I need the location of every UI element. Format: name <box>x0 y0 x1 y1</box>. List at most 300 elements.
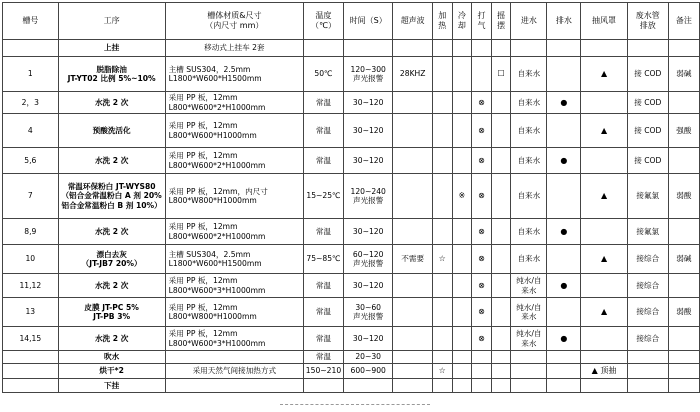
temp-cell <box>304 57 344 92</box>
header-text: 打 <box>477 11 486 20</box>
table-row <box>3 379 700 393</box>
cell-text: ● <box>560 155 568 165</box>
header-waste-discharge <box>627 3 668 40</box>
cell-text: 13 <box>25 307 36 317</box>
cell-text: 皮膜 JT-PC 5% <box>84 302 139 312</box>
waste-cell <box>627 327 668 351</box>
material-cell <box>165 327 303 351</box>
drain-cell <box>547 364 581 379</box>
material-cell <box>165 298 303 327</box>
cell-text: 脱脂除油 <box>96 64 127 74</box>
header-text: 加 <box>438 11 447 20</box>
heating-cell <box>432 114 452 148</box>
aeration-cell <box>472 298 492 327</box>
heating-cell <box>432 245 452 274</box>
cooling-cell <box>452 114 472 148</box>
drain-cell <box>547 245 581 274</box>
cell-text: 接综合 <box>636 333 660 343</box>
cell-text: 常温 <box>315 333 332 343</box>
aeration-cell <box>472 364 492 379</box>
cell-text: L800*W600*2*H1000mm <box>168 160 266 170</box>
cell-text: 采用 PP 板，12mm <box>168 93 238 103</box>
swing-cell <box>491 114 511 148</box>
heating-cell <box>432 274 452 298</box>
cooling-cell <box>452 92 472 114</box>
cooling-cell <box>452 379 472 393</box>
cell-text: 30~120 <box>352 125 384 135</box>
cell-text: 上挂 <box>104 43 120 53</box>
header-text: 槽体材质&尺寸 <box>207 11 262 20</box>
cell-text: 2，3 <box>21 97 39 107</box>
ultrasonic-cell <box>393 40 433 57</box>
material-cell <box>165 351 303 364</box>
cell-text: 来水 <box>521 338 537 348</box>
time-cell <box>343 148 393 174</box>
temp-cell <box>304 92 344 114</box>
tank-no-cell <box>3 298 59 327</box>
header-text: 却 <box>457 21 466 30</box>
cell-text: ☆ <box>438 366 446 375</box>
table-row <box>3 219 700 245</box>
swing-cell <box>491 174 511 219</box>
water-in-cell <box>511 298 547 327</box>
table-row <box>3 92 700 114</box>
cell-text: 自来水 <box>517 254 541 264</box>
header-drain <box>547 3 581 40</box>
process-cell <box>58 274 165 298</box>
temp-cell <box>304 327 344 351</box>
temp-cell <box>304 298 344 327</box>
remark-cell <box>668 219 699 245</box>
cell-text: 1 <box>27 69 33 79</box>
aeration-cell <box>472 379 492 393</box>
waste-cell <box>627 364 668 379</box>
cell-text: ▲ 顶抽 <box>591 366 617 375</box>
waste-cell <box>627 351 668 364</box>
tank-no-cell <box>3 40 59 57</box>
tank-no-cell <box>3 174 59 219</box>
time-cell <box>343 245 393 274</box>
waste-cell <box>627 40 668 57</box>
heating-cell <box>432 219 452 245</box>
cell-text: 漂白去灰 <box>96 249 127 259</box>
aeration-cell <box>472 351 492 364</box>
cell-text: 水洗 2 次 <box>94 333 129 343</box>
time-cell <box>343 327 393 351</box>
aeration-cell <box>472 274 492 298</box>
remark-cell <box>668 379 699 393</box>
tank-no-cell <box>3 245 59 274</box>
ultrasonic-cell <box>393 379 433 393</box>
water-in-cell <box>511 245 547 274</box>
cooling-cell <box>452 274 472 298</box>
header-text: 废水管 <box>635 11 660 20</box>
time-cell <box>343 174 393 219</box>
time-cell <box>343 379 393 393</box>
cell-text: 30~60 <box>355 302 382 312</box>
temp-cell <box>304 219 344 245</box>
temp-cell <box>304 174 344 219</box>
aeration-cell <box>472 148 492 174</box>
cell-text: 纯水/自 <box>516 329 542 339</box>
cell-text: 声光报警 <box>353 74 384 83</box>
temp-cell <box>304 379 344 393</box>
cell-text: 纯水/自 <box>516 302 542 312</box>
tank-no-cell <box>3 364 59 379</box>
cell-text: 采用 PP 板，12mm <box>168 222 238 232</box>
cell-text: 600~900 <box>350 366 386 376</box>
ultrasonic-cell <box>393 219 433 245</box>
water-in-cell <box>511 148 547 174</box>
water-in-cell <box>511 174 547 219</box>
swing-cell <box>491 379 511 393</box>
cooling-cell <box>452 40 472 57</box>
process-cell <box>58 40 165 57</box>
cell-text: ● <box>560 226 568 236</box>
cell-text: 50℃ <box>314 69 333 79</box>
waste-cell <box>627 57 668 92</box>
time-cell <box>343 351 393 364</box>
material-cell <box>165 364 303 379</box>
cooling-cell <box>452 219 472 245</box>
cell-text: 常温 <box>315 307 332 317</box>
cell-text: 来水 <box>521 285 537 295</box>
process-cell <box>58 219 165 245</box>
drain-cell <box>547 92 581 114</box>
cell-text: 自来水 <box>517 97 541 107</box>
cell-text: （JT-JB7 20%） <box>81 259 142 268</box>
header-process <box>58 3 165 40</box>
cell-text: ● <box>560 280 568 290</box>
cell-text: 下挂 <box>104 380 120 390</box>
aeration-cell <box>472 57 492 92</box>
heating-cell <box>432 351 452 364</box>
ultrasonic-cell <box>393 92 433 114</box>
cell-text: ● <box>560 333 568 343</box>
tank-no-cell <box>3 148 59 174</box>
cell-text: ▲ <box>600 191 608 200</box>
cell-text: 强酸 <box>676 125 692 135</box>
cell-text: 预酸洗活化 <box>92 125 131 135</box>
waste-cell <box>627 148 668 174</box>
drain-cell <box>547 114 581 148</box>
waste-cell <box>627 274 668 298</box>
cell-text: L800*W600*3*H1000mm <box>168 285 266 295</box>
header-heating <box>432 3 452 40</box>
cell-text: 自来水 <box>517 155 541 165</box>
cell-text: 接综合 <box>636 307 660 317</box>
header-aeration <box>472 3 492 40</box>
remark-cell <box>668 57 699 92</box>
fan-hood-cell <box>581 364 627 379</box>
cell-text: 声光报警 <box>353 196 384 205</box>
time-cell <box>343 57 393 92</box>
header-time <box>343 3 393 40</box>
cell-text: 铝合金常温粉白 B 剂 10%） <box>61 200 162 210</box>
cell-text: 吹水 <box>104 352 120 362</box>
tank-no-cell <box>3 219 59 245</box>
cell-text: 自来水 <box>517 69 541 79</box>
cell-text: 20~30 <box>355 352 382 362</box>
water-in-cell <box>511 379 547 393</box>
material-cell <box>165 274 303 298</box>
swing-cell <box>491 148 511 174</box>
fan-hood-cell <box>581 245 627 274</box>
cell-text: L800*W600*2*H1000mm <box>168 231 266 241</box>
swing-cell <box>491 245 511 274</box>
cell-text: （铝合金常温粉白 A 剂 20% <box>61 191 162 201</box>
cell-text: 14,15 <box>19 333 42 343</box>
ultrasonic-cell <box>393 148 433 174</box>
cell-text: 接氟氯 <box>636 226 660 236</box>
water-in-cell <box>511 364 547 379</box>
cell-text: L800*W800*H1000mm <box>168 196 257 205</box>
cell-text: ⊗ <box>478 125 485 135</box>
cell-text: 常温 <box>315 226 332 236</box>
ultrasonic-cell <box>393 114 433 148</box>
cell-text: L800*W600*2*H1000mm <box>168 102 266 112</box>
remark-cell <box>668 274 699 298</box>
cell-text: 30~120 <box>352 333 384 343</box>
temp-cell <box>304 114 344 148</box>
table-row <box>3 40 700 57</box>
swing-cell <box>491 364 511 379</box>
cell-text: 自来水 <box>517 125 541 135</box>
cell-text: 来水 <box>521 312 537 321</box>
cell-text: 120~240 <box>350 186 386 196</box>
cell-text: 常温环保粉白 JT-WYS80 <box>67 181 156 191</box>
process-cell <box>58 57 165 92</box>
remark-cell <box>668 92 699 114</box>
cell-text: 采用天然气间接加热方式 <box>192 366 277 376</box>
cell-text: 主槽 SUS304，2.5mm <box>168 64 251 74</box>
cell-text: L800*W600*H1000mm <box>168 130 257 140</box>
remark-cell <box>668 327 699 351</box>
time-cell <box>343 219 393 245</box>
cell-text: 150~210 <box>305 366 342 376</box>
cell-text: 5,6 <box>24 155 37 165</box>
ultrasonic-cell <box>393 298 433 327</box>
cell-text: ⊗ <box>478 155 485 165</box>
material-cell <box>165 114 303 148</box>
time-cell <box>343 40 393 57</box>
cell-text: 采用 PP 板，12mm <box>168 329 238 339</box>
drain-cell <box>547 351 581 364</box>
cell-text: 常温 <box>315 280 332 290</box>
table-row <box>3 327 700 351</box>
waste-cell <box>627 174 668 219</box>
process-table <box>2 2 700 393</box>
water-in-cell <box>511 92 547 114</box>
table-row <box>3 148 700 174</box>
cell-text: 不需要 <box>401 254 425 264</box>
cell-text: JT-PB 3% <box>93 312 131 321</box>
header-text: 气 <box>477 21 486 30</box>
cell-text: 30~120 <box>352 280 384 290</box>
header-text: 备注 <box>675 16 692 25</box>
cell-text: 接 COD <box>634 125 662 135</box>
swing-cell <box>491 351 511 364</box>
aeration-cell <box>472 219 492 245</box>
tank-no-cell <box>3 274 59 298</box>
heating-cell <box>432 174 452 219</box>
heating-cell <box>432 327 452 351</box>
ultrasonic-cell <box>393 174 433 219</box>
header-fan-hood <box>581 3 627 40</box>
material-cell <box>165 57 303 92</box>
header-text: 槽号 <box>22 16 39 25</box>
cell-text: 弱酸 <box>676 191 692 201</box>
tank-no-cell <box>3 327 59 351</box>
waste-cell <box>627 298 668 327</box>
cell-text: 弱碱 <box>676 69 692 79</box>
header-water-in <box>511 3 547 40</box>
header-swing <box>491 3 511 40</box>
cooling-cell <box>452 245 472 274</box>
remark-cell <box>668 114 699 148</box>
aeration-cell <box>472 92 492 114</box>
header-remark <box>668 3 699 40</box>
material-cell <box>165 174 303 219</box>
cell-text: 120~300 <box>350 64 386 74</box>
remark-cell <box>668 351 699 364</box>
process-cell <box>58 92 165 114</box>
fan-hood-cell <box>581 274 627 298</box>
drain-cell <box>547 327 581 351</box>
header-text: 超声波 <box>400 16 425 25</box>
cell-text: L800*W800*H1000mm <box>168 312 257 321</box>
aeration-cell <box>472 114 492 148</box>
swing-cell <box>491 298 511 327</box>
time-cell <box>343 274 393 298</box>
cell-text: 接 COD <box>634 69 662 79</box>
waste-cell <box>627 379 668 393</box>
heating-cell <box>432 298 452 327</box>
heating-cell <box>432 92 452 114</box>
ultrasonic-cell <box>393 57 433 92</box>
cell-text: 常温 <box>315 97 332 107</box>
cell-text: 声光报警 <box>353 259 384 268</box>
cooling-cell <box>452 351 472 364</box>
remark-cell <box>668 148 699 174</box>
heating-cell <box>432 148 452 174</box>
cell-text: 水洗 2 次 <box>94 280 129 290</box>
cell-text: 采用 PP 板，12mm <box>168 302 238 312</box>
header-text: 抽风罩 <box>592 16 617 25</box>
cell-text: 接综合 <box>636 280 660 290</box>
drain-cell <box>547 40 581 57</box>
fan-hood-cell <box>581 92 627 114</box>
temp-cell <box>304 245 344 274</box>
process-cell <box>58 245 165 274</box>
cell-text: 75~85℃ <box>306 254 341 264</box>
drain-cell <box>547 57 581 92</box>
process-cell <box>58 298 165 327</box>
cell-text: L1800*W600*H1500mm <box>168 259 262 268</box>
water-in-cell <box>511 57 547 92</box>
aeration-cell <box>472 40 492 57</box>
table-row <box>3 174 700 219</box>
cell-text: ⊗ <box>478 333 485 343</box>
cell-text: ☆ <box>438 254 446 263</box>
cell-text: L1800*W600*H1500mm <box>168 74 262 83</box>
water-in-cell <box>511 274 547 298</box>
tank-no-cell <box>3 92 59 114</box>
table-header-row <box>3 3 700 40</box>
process-cell <box>58 148 165 174</box>
waste-cell <box>627 92 668 114</box>
ultrasonic-cell <box>393 274 433 298</box>
process-cell <box>58 174 165 219</box>
cell-text: 自来水 <box>517 191 541 201</box>
process-cell <box>58 351 165 364</box>
heating-cell <box>432 379 452 393</box>
table-row <box>3 114 700 148</box>
tank-no-cell <box>3 57 59 92</box>
drain-cell <box>547 298 581 327</box>
material-cell <box>165 92 303 114</box>
cell-text: ⊗ <box>478 226 485 236</box>
aeration-cell <box>472 174 492 219</box>
waste-cell <box>627 219 668 245</box>
cell-text: 30~120 <box>352 155 384 165</box>
temp-cell <box>304 274 344 298</box>
swing-cell <box>491 327 511 351</box>
cooling-cell <box>452 364 472 379</box>
cell-text: JT-YT02 比例 5%~10% <box>67 74 156 83</box>
table-row <box>3 57 700 92</box>
fan-hood-cell <box>581 40 627 57</box>
heating-cell <box>432 364 452 379</box>
time-cell <box>343 114 393 148</box>
cell-text: ⊗ <box>478 307 485 316</box>
cell-text: 采用 PP 板，12mm <box>168 151 238 161</box>
cell-text: 接 COD <box>634 97 662 107</box>
drain-cell <box>547 274 581 298</box>
header-text: 工序 <box>103 16 120 25</box>
cell-text: 移动式上挂车 2套 <box>204 43 265 53</box>
cell-text: 7 <box>27 191 33 201</box>
cell-text: 声光报警 <box>353 312 384 321</box>
ultrasonic-cell <box>393 245 433 274</box>
time-cell <box>343 92 393 114</box>
table-row <box>3 364 700 379</box>
fan-hood-cell <box>581 148 627 174</box>
process-cell <box>58 379 165 393</box>
header-material <box>165 3 303 40</box>
cell-text: 接氟氯 <box>636 191 660 201</box>
ultrasonic-cell <box>393 364 433 379</box>
header-temp <box>304 3 344 40</box>
header-text: 进水 <box>520 16 537 25</box>
header-text: 冷 <box>457 11 466 20</box>
temp-cell <box>304 40 344 57</box>
cell-text: 弱酸 <box>676 307 692 317</box>
remark-cell <box>668 298 699 327</box>
cell-text: 水洗 2 次 <box>94 97 129 107</box>
cell-text: 30~120 <box>352 97 384 107</box>
process-cell <box>58 327 165 351</box>
fan-hood-cell <box>581 57 627 92</box>
cell-text: ⊗ <box>478 191 485 200</box>
water-in-cell <box>511 327 547 351</box>
cell-text: 接综合 <box>636 254 660 264</box>
fan-hood-cell <box>581 114 627 148</box>
swing-cell <box>491 219 511 245</box>
cell-text: 10 <box>25 254 36 264</box>
material-cell <box>165 40 303 57</box>
cell-text: ▲ <box>600 125 608 135</box>
